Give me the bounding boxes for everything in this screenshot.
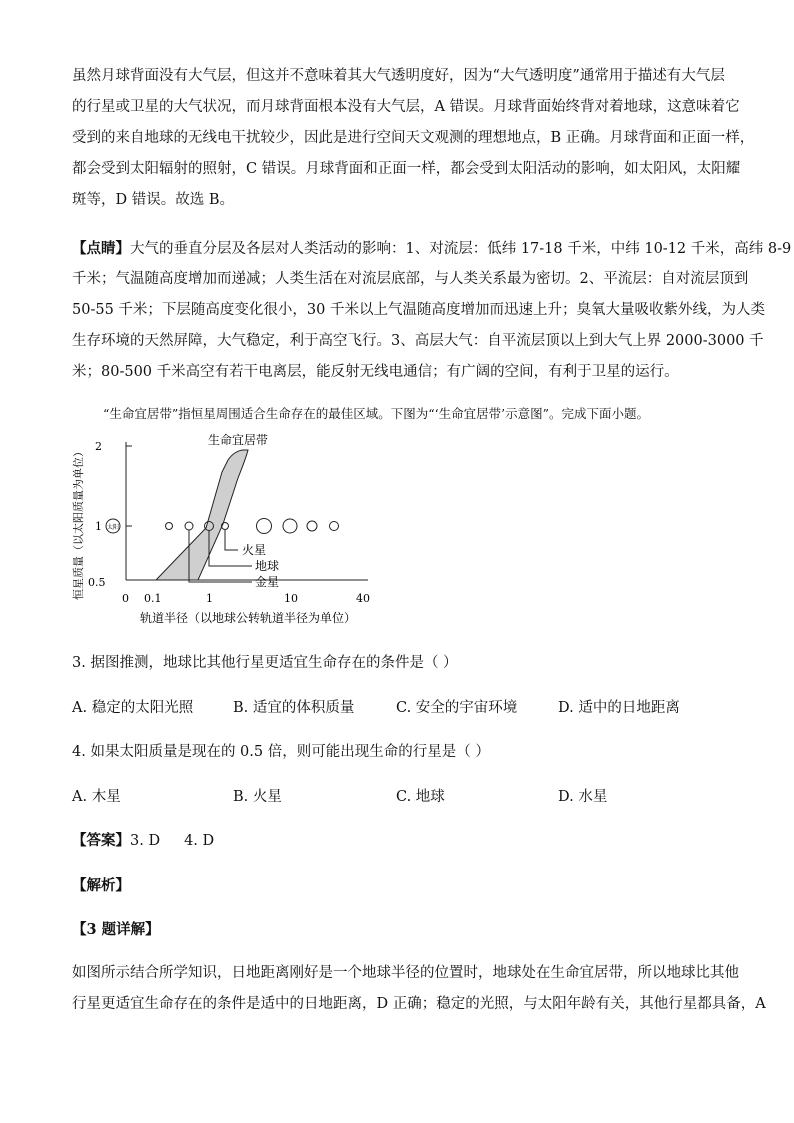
text-line: 斑等，D 错误。故选 B。: [72, 192, 234, 208]
question-4-stem: 4. 如果太阳质量是现在的 0.5 倍，则可能出现生命的行星是（ ）: [72, 744, 490, 760]
text-line: 的行星或卫星的大气状况，而月球背面根本没有大气层，A 错误。月球背面始终背对着地球，这意味着它: [72, 99, 740, 115]
planet-mercury: [166, 523, 173, 530]
planet-venus: [185, 522, 193, 530]
text-line: 受到的来自地球的无线电干扰较少，因此是进行空间天文观测的理想地点，B 正确。月球背面和正面一样，: [72, 130, 755, 146]
text-line: 如图所示结合所学知识，日地距离刚好是一个地球半径的位置时，地球处在生命宜居带，所以地球比其他: [72, 965, 739, 981]
habitable-zone-band: [156, 450, 248, 580]
answer-line: [72, 829, 214, 850]
detail-paragraph: [72, 958, 766, 1020]
text-line: [72, 233, 792, 264]
x-tick-label: 1: [206, 592, 213, 605]
question-3-stem: 3. 据图推测，地球比其他行星更适宜生命存在的条件是（ ）: [72, 655, 458, 671]
text-line: 行星更适宜生命存在的条件是适中的日地距离，D 正确；稳定的光照，与太阳年龄有关，其他行星都具备，A: [72, 996, 766, 1012]
x-tick-label: 40: [356, 592, 370, 605]
habitable-zone-diagram: [68, 428, 388, 628]
text-line: 千米；气温随高度增加而递减；人类生活在对流层底部，与人类关系最为密切。2、平流层：自对流层顶到: [72, 271, 749, 287]
option-c: C. 安全的宇宙环境: [396, 700, 518, 716]
answer-tag: 【答案】: [72, 832, 130, 849]
text-line: 都会受到太阳辐射的照射，C 错误。月球背面和正面一样，都会受到太阳活动的影响，如太阳风，太阳耀: [72, 161, 741, 177]
option-d: D. 适中的日地距离: [558, 700, 680, 716]
y-tick-label: 0.5: [88, 576, 106, 589]
option-a: A. 木星: [72, 789, 121, 805]
label-earth: 地球: [255, 559, 280, 573]
text-line: 米；80-500 千米高空有若干电离层，能反射无线电通信；有广阔的空间，有利于卫星的运行。: [72, 364, 679, 380]
y-tick-label: 2: [95, 440, 102, 453]
planet-saturn: [283, 519, 297, 533]
question-intro: “生命宜居带”指恒星周围适合生命存在的最佳区域。下图为“‘生命宜居带’示意图”。完成下面小题。: [103, 406, 650, 421]
answer-3: 3. D: [130, 833, 161, 849]
sun-label: 太阳: [106, 524, 120, 531]
x-tick-label: 10: [284, 592, 298, 605]
option-b: B. 火星: [233, 789, 282, 805]
planet-neptune: [330, 522, 339, 531]
y-axis-label: 恒星质量（以太阳质量为单位）: [72, 446, 85, 600]
option-d: D. 水星: [558, 789, 608, 805]
planet-uranus: [307, 521, 317, 531]
option-c: C. 地球: [396, 789, 445, 805]
detail-tag: 【3 题详解】: [72, 921, 160, 938]
analysis-tag: 【解析】: [72, 877, 130, 894]
leader-line-mars: [225, 530, 238, 550]
tip-paragraph: [72, 233, 792, 388]
explanation-paragraph: [72, 61, 755, 216]
text-line: 50-55 千米；下层随高度变化很小，30 千米以上气温随高度增加而迅速上升；臭氧大量吸收紫外线，为人类: [72, 302, 765, 318]
option-a: A. 稳定的太阳光照: [72, 700, 194, 716]
label-mars: 火星: [242, 543, 267, 557]
label-venus: 金星: [255, 575, 280, 589]
planet-jupiter: [257, 519, 272, 534]
x-axis-label: 轨道半径（以地球公转轨道半径为单位）: [139, 611, 357, 625]
tip-first-line: 大气的垂直分层及各层对人类活动的影响：1、对流层：低纬 17-18 千米，中纬 10-12 千米，高纬 8-9: [130, 241, 792, 257]
x-tick-label: 0: [122, 592, 129, 605]
tip-tag: 【点睛】: [72, 240, 130, 257]
text-line: 生存环境的天然屏障，大气稳定，利于高空飞行。3、高层大气：自平流层顶以上到大气上界 2000-3000 千: [72, 333, 764, 349]
answer-4: 4. D: [184, 833, 215, 849]
option-b: B. 适宜的体积质量: [233, 700, 355, 716]
band-label: 生命宜居带: [208, 433, 269, 447]
text-line: 虽然月球背面没有大气层，但这并不意味着其大气透明度好，因为“大气透明度”通常用于描述有大气层: [72, 68, 725, 84]
y-tick-label: 1: [95, 520, 102, 533]
x-tick-label: 0.1: [144, 592, 162, 605]
